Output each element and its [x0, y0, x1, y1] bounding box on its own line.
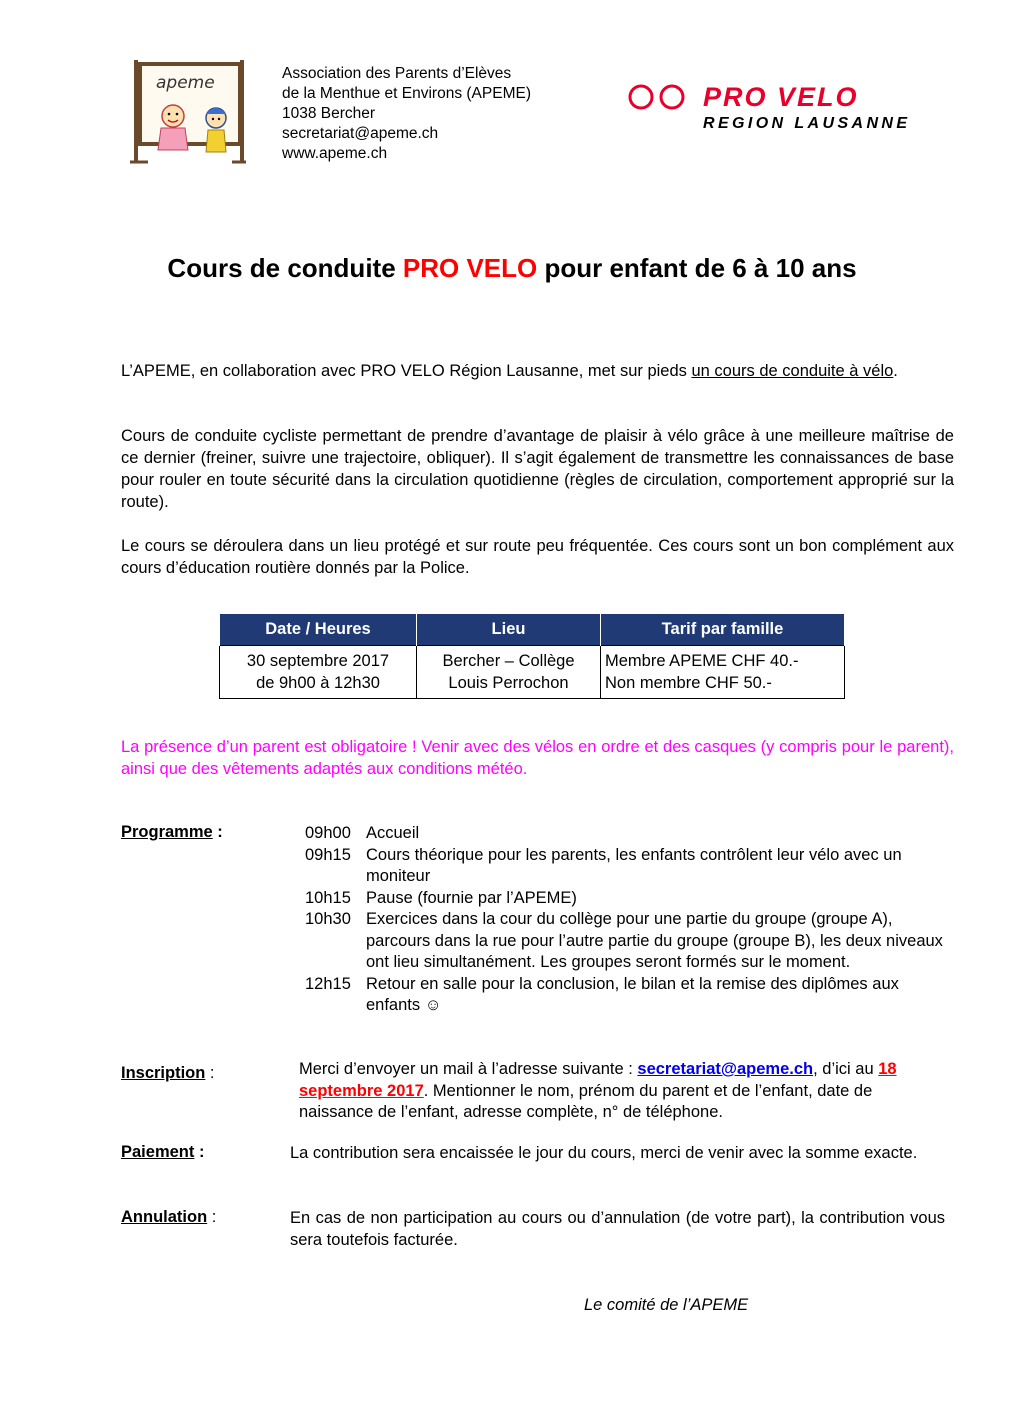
table-row [220, 646, 845, 699]
programme-text: Retour en salle pour la conclusion, le bilan et la remise des diplômes aux enfants ☺ [366, 974, 899, 1014]
paiement-label [121, 1143, 204, 1162]
tarif-non-member: Non membre CHF 50.- [605, 674, 772, 692]
association-address [282, 64, 531, 164]
inscription-label [121, 1064, 215, 1083]
title-highlight: PRO VELO [402, 253, 538, 283]
address-line: de la Menthue et Environs (APEME) [282, 85, 531, 102]
info-table [219, 614, 845, 699]
annulation-label [121, 1208, 216, 1227]
intro-post: . [893, 362, 898, 380]
provelo-logo [627, 80, 957, 135]
annulation-text: En cas de non participation au cours ou d’annulation (de votre part), la contribution vous sera toutefois facturée. [290, 1209, 945, 1249]
address-line: 1038 Bercher [282, 105, 376, 122]
location-paragraph: Le cours se déroulera dans un lieu protégé et sur route peu fréquentée. Ces cours sont un bon complément aux cours d’éducation routière donnés par la Police. [121, 537, 954, 577]
table-cell-lieu [417, 646, 601, 699]
inscription-deadline: 18 septembre 2017 [299, 1060, 897, 1100]
description-paragraph: Cours de conduite cycliste permettant de prendre d’avantage de plaisir à vélo grâce à une meilleure maîtrise de ce dernier (freiner, suivre une trajectoire, obliquer). Il s’agit également de transmettre les connaissances de base pour rouler en toute sécurité dans la circulation quotidienne (règles de circulation, comportement approprié sur la route). [121, 427, 954, 511]
table-cell-tarif [601, 646, 845, 699]
programme-time: 10h30 [305, 910, 351, 928]
programme-text: Exercices dans la cour du collège pour une partie du groupe (groupe A), parcours dans la rue pour l’autre partie du groupe (groupe B), les deux niveaux ont lieu simultanément. Les groupes seront formés sur le moment. [366, 910, 943, 971]
apeme-logo [128, 58, 248, 166]
title-post: pour enfant de 6 à 10 ans [537, 253, 857, 283]
programme-colon: : [212, 823, 223, 841]
paiement-text: La contribution sera encaissée le jour du cours, merci de venir avec la somme exacte. [290, 1144, 918, 1162]
inscription-mid: , d’ici au [813, 1060, 879, 1078]
lieu-line: Bercher – Collège [442, 652, 575, 670]
programme-label [121, 823, 223, 842]
programme-label-text: Programme [121, 823, 213, 841]
address-email[interactable]: secretariat@apeme.ch [282, 125, 439, 142]
inscription-pre: Merci d’envoyer un mail à l’adresse suivante : [299, 1060, 638, 1078]
programme-text: Cours théorique pour les parents, les enfants contrôlent leur vélo avec un moniteur [366, 845, 902, 885]
address-line: Association des Parents d’Elèves [282, 65, 512, 82]
intro-paragraph [121, 360, 954, 382]
list-item [305, 823, 945, 845]
programme-text: Pause (fournie par l’APEME) [366, 888, 577, 907]
table-header-tarif: Tarif par famille [601, 614, 845, 646]
programme-time: 09h15 [305, 845, 351, 864]
signature: Le comité de l’APEME [584, 1296, 749, 1314]
intro-pre: L’APEME, en collaboration avec PRO VELO Région Lausanne, met sur pieds [121, 362, 692, 380]
provelo-name: PRO VELO [703, 82, 859, 112]
logo-text: apeme [156, 73, 215, 93]
table-cell-date [220, 646, 417, 699]
list-item [305, 888, 945, 910]
list-item [305, 974, 945, 1017]
paiement-colon: : [194, 1143, 205, 1161]
inscription-email-link[interactable]: secretariat@apeme.ch [637, 1060, 814, 1078]
programme-time: 09h00 [305, 824, 351, 842]
title-pre: Cours de conduite [167, 253, 403, 283]
intro-underlined: un cours de conduite à vélo [691, 362, 894, 380]
annulation-label-text: Annulation [121, 1208, 208, 1226]
table-header-row [220, 614, 845, 646]
parent-notice: La présence d’un parent est obligatoire ! Venir avec des vélos en ordre et des casques (y compris pour le parent), ainsi que des vêtements adaptés aux conditions météo. [121, 738, 954, 778]
inscription-post: . Mentionner le nom, prénom du parent et de l’enfant, date de naissance de l’enfant, adresse complète, n° de téléphone. [299, 1081, 873, 1121]
inscription-label-text: Inscription [121, 1064, 206, 1082]
table-header-date: Date / Heures [220, 614, 417, 646]
inscription-colon: : [205, 1064, 215, 1082]
programme-text: Accueil [366, 824, 420, 842]
inscription-text [299, 1059, 945, 1124]
programme-time: 10h15 [305, 888, 351, 907]
table-header-lieu: Lieu [417, 614, 601, 646]
list-item [305, 845, 945, 888]
provelo-wheels-icon [627, 82, 693, 112]
programme-time: 12h15 [305, 974, 351, 993]
tarif-member: Membre APEME CHF 40.- [605, 652, 799, 670]
address-website[interactable]: www.apeme.ch [282, 145, 388, 162]
date-line: 30 septembre 2017 [246, 652, 390, 670]
list-item [305, 909, 945, 974]
programme-list [305, 823, 945, 1017]
annulation-colon: : [207, 1208, 217, 1226]
provelo-region: REGION LAUSANNE [703, 115, 911, 132]
paiement-label-text: Paiement [121, 1143, 195, 1161]
lieu-line: Louis Perrochon [448, 674, 569, 692]
page-title [0, 253, 1024, 284]
time-line: de 9h00 à 12h30 [256, 674, 380, 692]
